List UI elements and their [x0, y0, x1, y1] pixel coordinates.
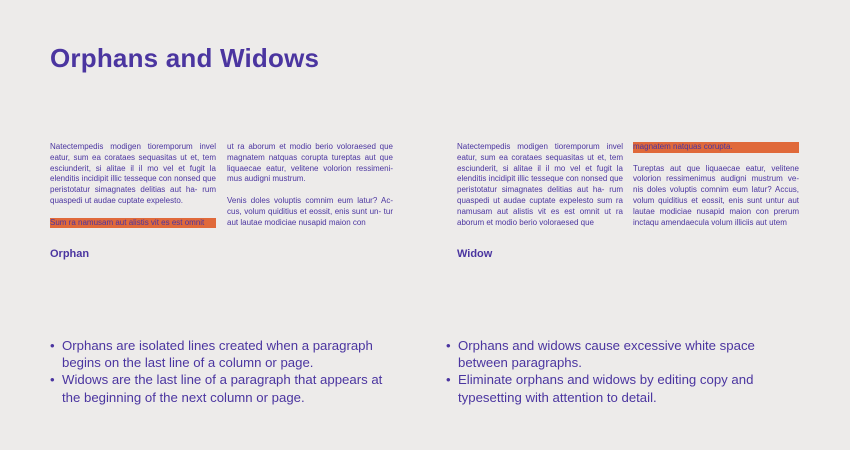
list-item: • Widows are the last line of a paragraph that appears at the beginning of the next column or page.: [50, 371, 395, 405]
text-line: Natectempedis modigen tioremporum invel: [50, 142, 216, 151]
list-item: • Eliminate orphans and widows by editing copy and typesetting with attention to detail.: [446, 371, 776, 405]
text-line: ut ra aborum et modio berio voloraesed que: [457, 206, 623, 227]
text-line: Venis doles voluptis comnim eum latur? Ac-: [227, 195, 393, 205]
orphan-label: Orphan: [50, 248, 90, 260]
text-line: esciunderit, si alitae il il mo vel et fugit la: [50, 163, 216, 173]
text-line: Natectempedis modigen tioremporum invel: [457, 142, 623, 151]
text-line: tur aut lautae modiciae nusapid maion con: [227, 206, 393, 227]
list-item: • Orphans and widows cause excessive white space between paragraphs.: [446, 337, 776, 371]
text-line: elenditis incidipit illic tesseque con nonsed: [457, 174, 608, 184]
text-line: ut ra aborum et modio berio voloraesed que: [227, 142, 393, 151]
text-line: sum ra namusam aut alistis vit es est omnit: [457, 195, 623, 216]
widow-line-paragraph: [633, 142, 799, 153]
orphan-highlight: Sum ra namusam aut alistis vit es est omnit: [50, 218, 216, 229]
orphan-line-paragraph: [50, 218, 216, 229]
text-line: que peristotatur simagnates delitias aut ha-: [457, 174, 623, 195]
text-line: eatur, sum ea corataes sequasitas ut et, tem: [457, 152, 623, 162]
text-line: inctaqu amendaecula volum illiciis aut utem: [633, 217, 787, 227]
bullet-list-left: [50, 337, 395, 406]
text-line: volorion ressimenimus audigni mustrum ve-: [633, 174, 799, 184]
widow-label: Widow: [457, 248, 493, 260]
text-line: esciunderit, si alitae il il mo vel et fugit la: [457, 163, 623, 173]
orphan-right-paragraph-1: [227, 142, 393, 185]
text-line: que peristotatur simagnates delitias aut ha-: [50, 174, 216, 195]
widow-left-column: [457, 142, 623, 228]
text-line: Tureptas aut que liquaecae eatur, velitene: [633, 163, 799, 173]
orphan-left-column: [50, 142, 216, 228]
text-line: lautae modiciae nusapid maion con prerum: [633, 206, 799, 216]
widow-left-paragraph: [457, 142, 623, 228]
orphan-right-column: [227, 142, 393, 228]
widow-highlight: magnatem natquas corupta.: [633, 142, 799, 153]
text-line: volum quiditius et eossit, enis sunt untur aut: [633, 195, 799, 205]
bullet-list-right: [446, 337, 776, 406]
text-line: nis doles voluptis comnim eum latur? Accus,: [633, 185, 799, 195]
text-line: magnatem natquas corupta tureptas aut que: [227, 152, 393, 162]
text-line: liquaecae eatur, velitene volorion ressimeni-: [227, 163, 393, 173]
text-line: eatur, sum ea corataes sequasitas ut et, tem: [50, 152, 216, 162]
text-line: mus audigni mustrum.: [227, 174, 306, 184]
orphan-left-paragraph: [50, 142, 216, 207]
text-line: rum quaspedi ut audae cuptate expelesto.: [50, 185, 216, 205]
page-title: Orphans and Widows: [50, 43, 320, 73]
widow-right-column: [633, 142, 799, 228]
list-item: • Orphans are isolated lines created when a paragraph begins on the last line of a column or page.: [50, 337, 395, 371]
text-line: cus, volum quiditius et eossit, enis sunt un-: [227, 206, 382, 216]
text-line: rum quaspedi ut audae cuptate expelesto: [457, 185, 623, 205]
widow-right-paragraph-2: [633, 164, 799, 229]
orphan-right-paragraph-2: [227, 196, 393, 228]
text-line: elenditis incidipit illic tesseque con nonsed: [50, 174, 201, 184]
